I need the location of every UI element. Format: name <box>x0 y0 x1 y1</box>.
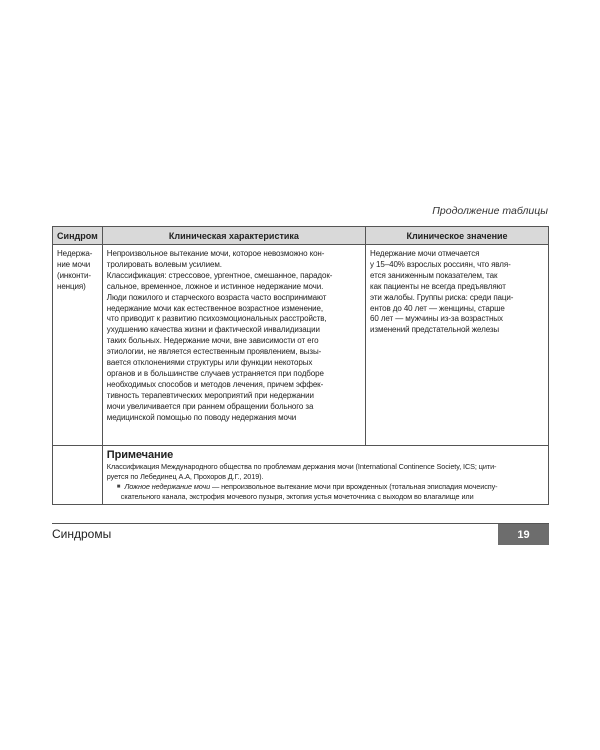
note-empty-cell <box>53 446 103 505</box>
significance-line: у 15–40% взрослых россиян, что явля- <box>370 259 511 269</box>
significance-line: как пациенты не всегда предъявляют <box>370 281 506 291</box>
table-header-row <box>53 227 549 245</box>
characteristic-cell <box>102 245 365 446</box>
note-bullet-text: — непроизвольное вытекание мочи при врожденных (тотальная эписпадия мочеиспу- <box>210 482 498 491</box>
syndrome-line: Недержа- <box>57 249 93 258</box>
note-bullet-continuation: скательного канала, экстрофия мочевого пузыря, эктопия устья мочеточника с выходом во влагалище или <box>120 492 474 502</box>
characteristic-line: необходимых способов и методов лечения, причем эффек- <box>106 379 324 389</box>
note-text-line: руется по Лебединец А.А, Прохоров Д.Г., 2019). <box>106 472 264 481</box>
characteristic-line: органов и в большинстве случаев устраняется при подборе <box>106 368 324 378</box>
table-row <box>53 245 549 446</box>
note-row <box>53 446 549 505</box>
page-number-badge: 19 <box>498 524 549 545</box>
syndrome-line: ненция) <box>57 281 86 291</box>
characteristic-line: тивность терапевтических мероприятий при недержании <box>106 390 314 400</box>
significance-line: эти жалобы. Группы риска: среди паци- <box>370 292 514 302</box>
characteristic-line: мочи увеличивается при раннем обращении больного за <box>106 401 314 411</box>
note-bullet-item <box>107 482 544 492</box>
characteristic-line: что приводит к развитию психоэмоциональных расстройств, <box>106 314 327 324</box>
characteristic-line: недержание мочи как естественное возрастное изменение, <box>106 303 323 313</box>
characteristic-line: этиологии, не является естественным проявлением, вызы- <box>106 347 322 357</box>
note-text-line: Классификация Международного общества по проблемам держания мочи (International Continence Society, ICS; цити- <box>106 462 497 471</box>
significance-line: Недержание мочи отмечается <box>370 249 480 258</box>
characteristic-line: вается отклонениями структуры или функции некоторых <box>106 358 313 368</box>
syndrome-cell <box>53 245 103 446</box>
syndrome-line: (инконти- <box>57 270 91 280</box>
footer-divider <box>52 523 549 524</box>
characteristic-line: Непроизвольное вытекание мочи, которое невозможно кон- <box>106 249 325 258</box>
header-characteristic: Клиническая характеристика <box>102 227 365 245</box>
bullet-icon: ■ <box>116 484 121 491</box>
note-cell <box>102 446 548 505</box>
note-title: Примечание <box>106 449 174 461</box>
significance-line: изменений предстательной железы <box>370 325 500 335</box>
syndrome-line: ние мочи <box>57 259 91 269</box>
significance-line: 60 лет — мужчины из-за возрастных <box>370 314 503 324</box>
characteristic-line: таких больных. Недержание мочи, вне зависимости от его <box>106 336 319 346</box>
characteristic-line: Классификация: стрессовое, ургентное, смешанное, парадок- <box>106 270 333 280</box>
characteristic-line: сальное, временное, ложное и истинное недержание мочи. <box>106 281 324 291</box>
syndrome-table <box>52 226 549 505</box>
characteristic-line: медицинской помощью по поводу недержания мочи <box>106 412 297 422</box>
table-continuation-caption: Продолжение таблицы <box>432 205 548 217</box>
characteristic-line: тролировать волевым усилием. <box>106 259 222 269</box>
characteristic-line: ухудшению качества жизни и фактической инвалидизации <box>106 325 320 335</box>
note-bullet-term: Ложное недержание мочи <box>124 482 211 491</box>
header-syndrome: Синдром <box>53 227 103 245</box>
significance-cell <box>366 245 549 446</box>
footer-section-title: Синдромы <box>52 527 112 541</box>
characteristic-line: Люди пожилого и старческого возраста часто воспринимают <box>106 292 327 302</box>
significance-line: ентов до 40 лет — женщины, старше <box>370 303 505 313</box>
significance-line: ется заниженным показателем, так <box>370 270 498 280</box>
header-significance: Клиническое значение <box>366 227 549 245</box>
